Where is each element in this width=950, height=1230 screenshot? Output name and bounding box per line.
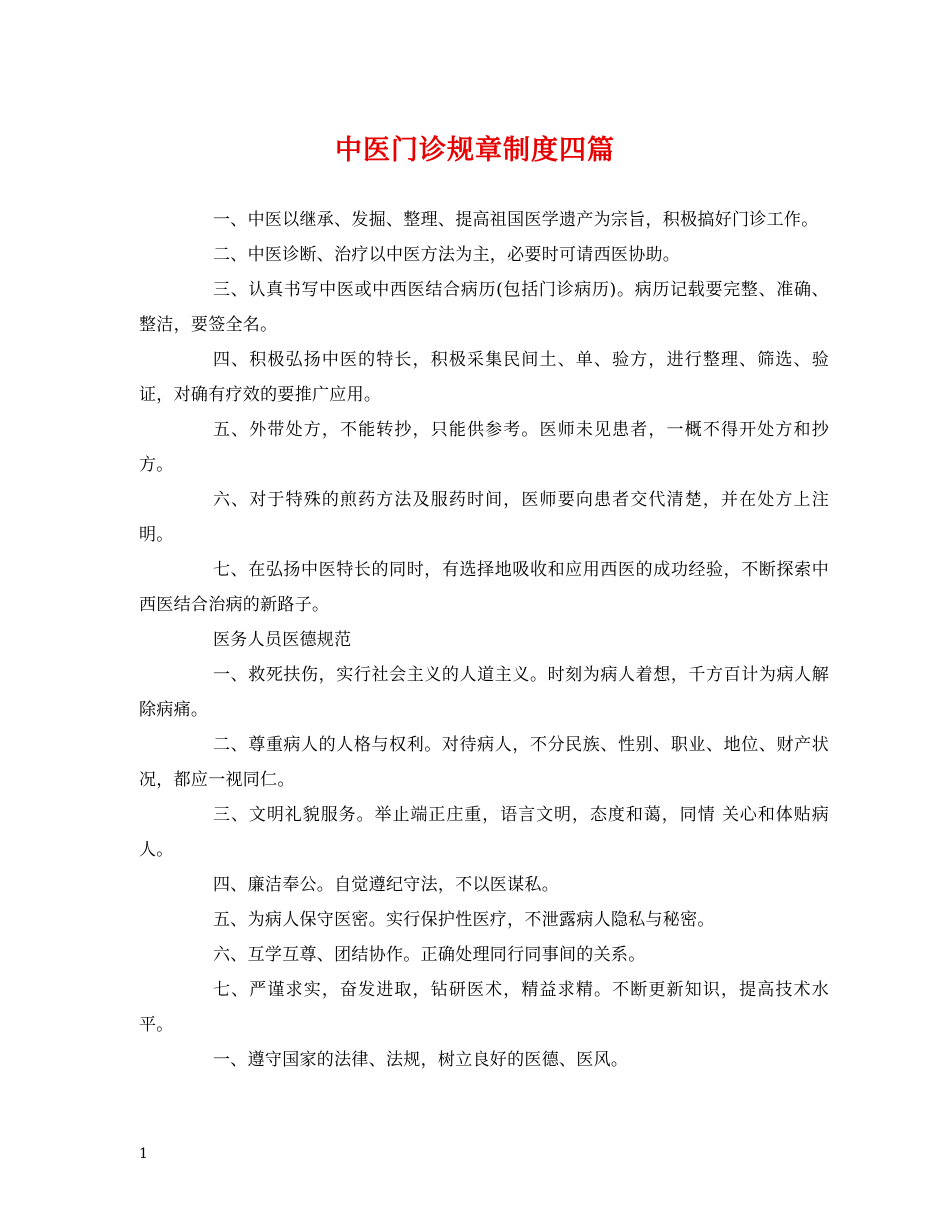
paragraph: 二、中医诊断、治疗以中医方法为主，必要时可请西医协助。 xyxy=(213,245,681,265)
paragraph: 五、外带处方，不能转抄，只能供参考。医师未见患者，一概不得开处方和抄方。 xyxy=(139,420,829,475)
paragraph: 七、严谨求实，奋发进取，钻研医术，精益求精。不断更新知识，提高技术水平。 xyxy=(139,980,829,1035)
paragraph: 六、互学互尊、团结协作。正确处理同行同事间的关系。 xyxy=(213,945,646,965)
paragraph: 二、尊重病人的人格与权利。对待病人，不分民族、性别、职业、地位、财产状况，都应一视同仁。 xyxy=(139,735,829,790)
document-title: 中医门诊规章制度四篇 xyxy=(335,135,615,166)
paragraph: 六、对于特殊的煎药方法及服药时间，医师要向患者交代清楚，并在处方上注明。 xyxy=(139,490,829,545)
paragraph: 三、文明礼貌服务。举止端正庄重，语言文明，态度和蔼，同情 关心和体贴病人。 xyxy=(139,805,829,860)
paragraph: 七、在弘扬中医特长的同时，有选择地吸收和应用西医的成功经验，不断探索中西医结合治病的新路子。 xyxy=(139,560,829,615)
paragraph: 一、救死扶伤，实行社会主义的人道主义。时刻为病人着想，千方百计为病人解除病痛。 xyxy=(139,665,829,720)
paragraph: 一、中医以继承、发掘、整理、提高祖国医学遗产为宗旨，积极搞好门诊工作。 xyxy=(213,210,819,230)
paragraph: 一、遵守国家的法律、法规，树立良好的医德、医风。 xyxy=(213,1050,629,1070)
page-number: 1 xyxy=(139,1146,148,1162)
document-body xyxy=(139,203,829,1078)
paragraph: 五、为病人保守医密。实行保护性医疗，不泄露病人隐私与秘密。 xyxy=(213,910,715,930)
paragraph: 四、廉洁奉公。自觉遵纪守法，不以医谋私。 xyxy=(213,875,559,895)
paragraph: 四、积极弘扬中医的特长，积极采集民间土、单、验方，进行整理、筛选、验证，对确有疗效的要推广应用。 xyxy=(139,350,829,405)
paragraph: 三、认真书写中医或中西医结合病历(包括门诊病历)。病历记载要完整、准确、整洁，要签全名。 xyxy=(139,280,829,335)
section-heading: 医务人员医德规范 xyxy=(213,630,352,650)
